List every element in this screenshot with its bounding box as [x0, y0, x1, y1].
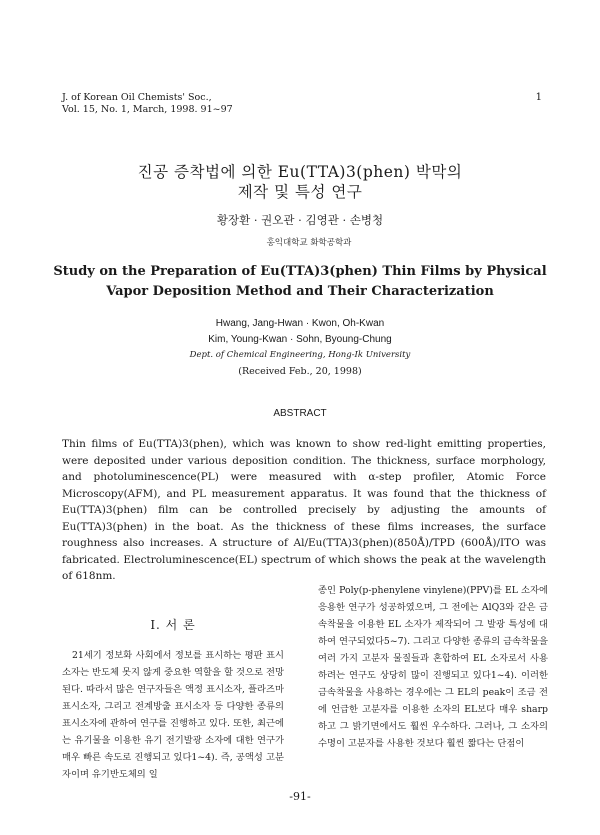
page-footer: -91-: [289, 790, 311, 803]
journal-citation: [62, 92, 233, 116]
department: Dept. of Chemical Engineering, Hong-Ik University: [189, 350, 411, 360]
section-heading: I. 서 론: [150, 618, 196, 632]
english-title-line-1: Study on the Preparation of Eu(TTA)3(phen) Thin Films by Physical: [53, 264, 547, 279]
right-column-text: 종인 Poly(p-phenylene vinylene)(PPV)를 EL 소자에 응용한 연구가 성공하였으며, 그 전에는 AlQ3와 같은 금속착물을 이용한 EL 소자가 제작되어 그 발광 특성에 대하여 연구되었다5~7). 그리고 다양한 종류의 금속착물을 여러 가지 고분자 물질들과 혼합하여 EL 소자로서 사용하려는 연구도 상당히 많이 진행되고 있다1~4). 이러한 금속착물을 사용하는 경우에는 그 EL의 peak이 조금 전에 언급한 고분자를 이용한 소자의 EL보다 매우 sharp하고 그 밝기면에서도 훨씬 우수하다. 그러나, 그 소자의 수명이 고분자를 사용한 것보다 훨씬 짧다는 단점이: [318, 585, 548, 749]
english-title-line-2: Vapor Deposition Method and Their Characterization: [106, 284, 494, 299]
korean-authors: 황장환 · 권오관 · 김영관 · 손병청: [216, 213, 384, 227]
left-column-text: 21세기 정보화 사회에서 정보를 표시하는 평판 표시소자는 반도체 못지 않게 중요한 역할을 할 것으로 전망된다. 따라서 많은 연구자들은 액정 표시소자, 플라즈마 표시소자, 그리고 전계방출 표시소자 등 다양한 종류의 표시소자에 관하여 연구를 진행하고 있다. 또한, 최근에는 유기물을 이용한 유기 전기발광 소자에 대한 연구가 매우 빠른 속도로 진행되고 있다1~4). 즉, 공액성 고분자이며 유기반도체의 일: [62, 650, 284, 780]
korean-title-line-2: 제작 및 특성 연구: [237, 183, 363, 201]
korean-title-line-1: 진공 증착법에 의한 Eu(TTA)3(phen) 박막의: [137, 163, 463, 181]
english-authors-line-1: Hwang, Jang-Hwan · Kwon, Oh-Kwan: [215, 318, 385, 329]
right-column: [318, 582, 548, 752]
journal-line-2: Vol. 15, No. 1, March, 1998. 91~97: [62, 104, 233, 115]
abstract-heading: ABSTRACT: [273, 408, 327, 419]
abstract-text: Thin films of Eu(TTA)3(phen), which was known to show red-light emitting properties, were deposited under various deposition condition. The thickness, surface morphology, and photoluminescence(PL) were measured with α-step profiler, Atomic Force Microscopy(AFM), and PL measurement apparatus. It was found that the thickness of Eu(TTA)3(phen) film can be controlled precisely by adjusting the amounts of Eu(TTA)3(phen) in the boat. As the thickness of these films increases, the surface roughness also increases. A structure of Al/Eu(TTA)3(phen)(850Å)/TPD (600Å)/ITO was fabricated. Electroluminescence(EL) spectrum of which shows the peak at the wavelength of 618nm.: [62, 438, 546, 582]
korean-affiliation: 홍익대학교 화학공학과: [266, 238, 352, 248]
left-column: [62, 600, 284, 783]
page-number: 1: [535, 92, 542, 103]
english-authors-line-2: Kim, Young-Kwan · Sohn, Byoung-Chung: [208, 334, 392, 345]
received-date: (Received Feb., 20, 1998): [238, 366, 362, 377]
journal-line-1: J. of Korean Oil Chemists' Soc.,: [62, 92, 212, 103]
abstract-body: [62, 436, 546, 585]
